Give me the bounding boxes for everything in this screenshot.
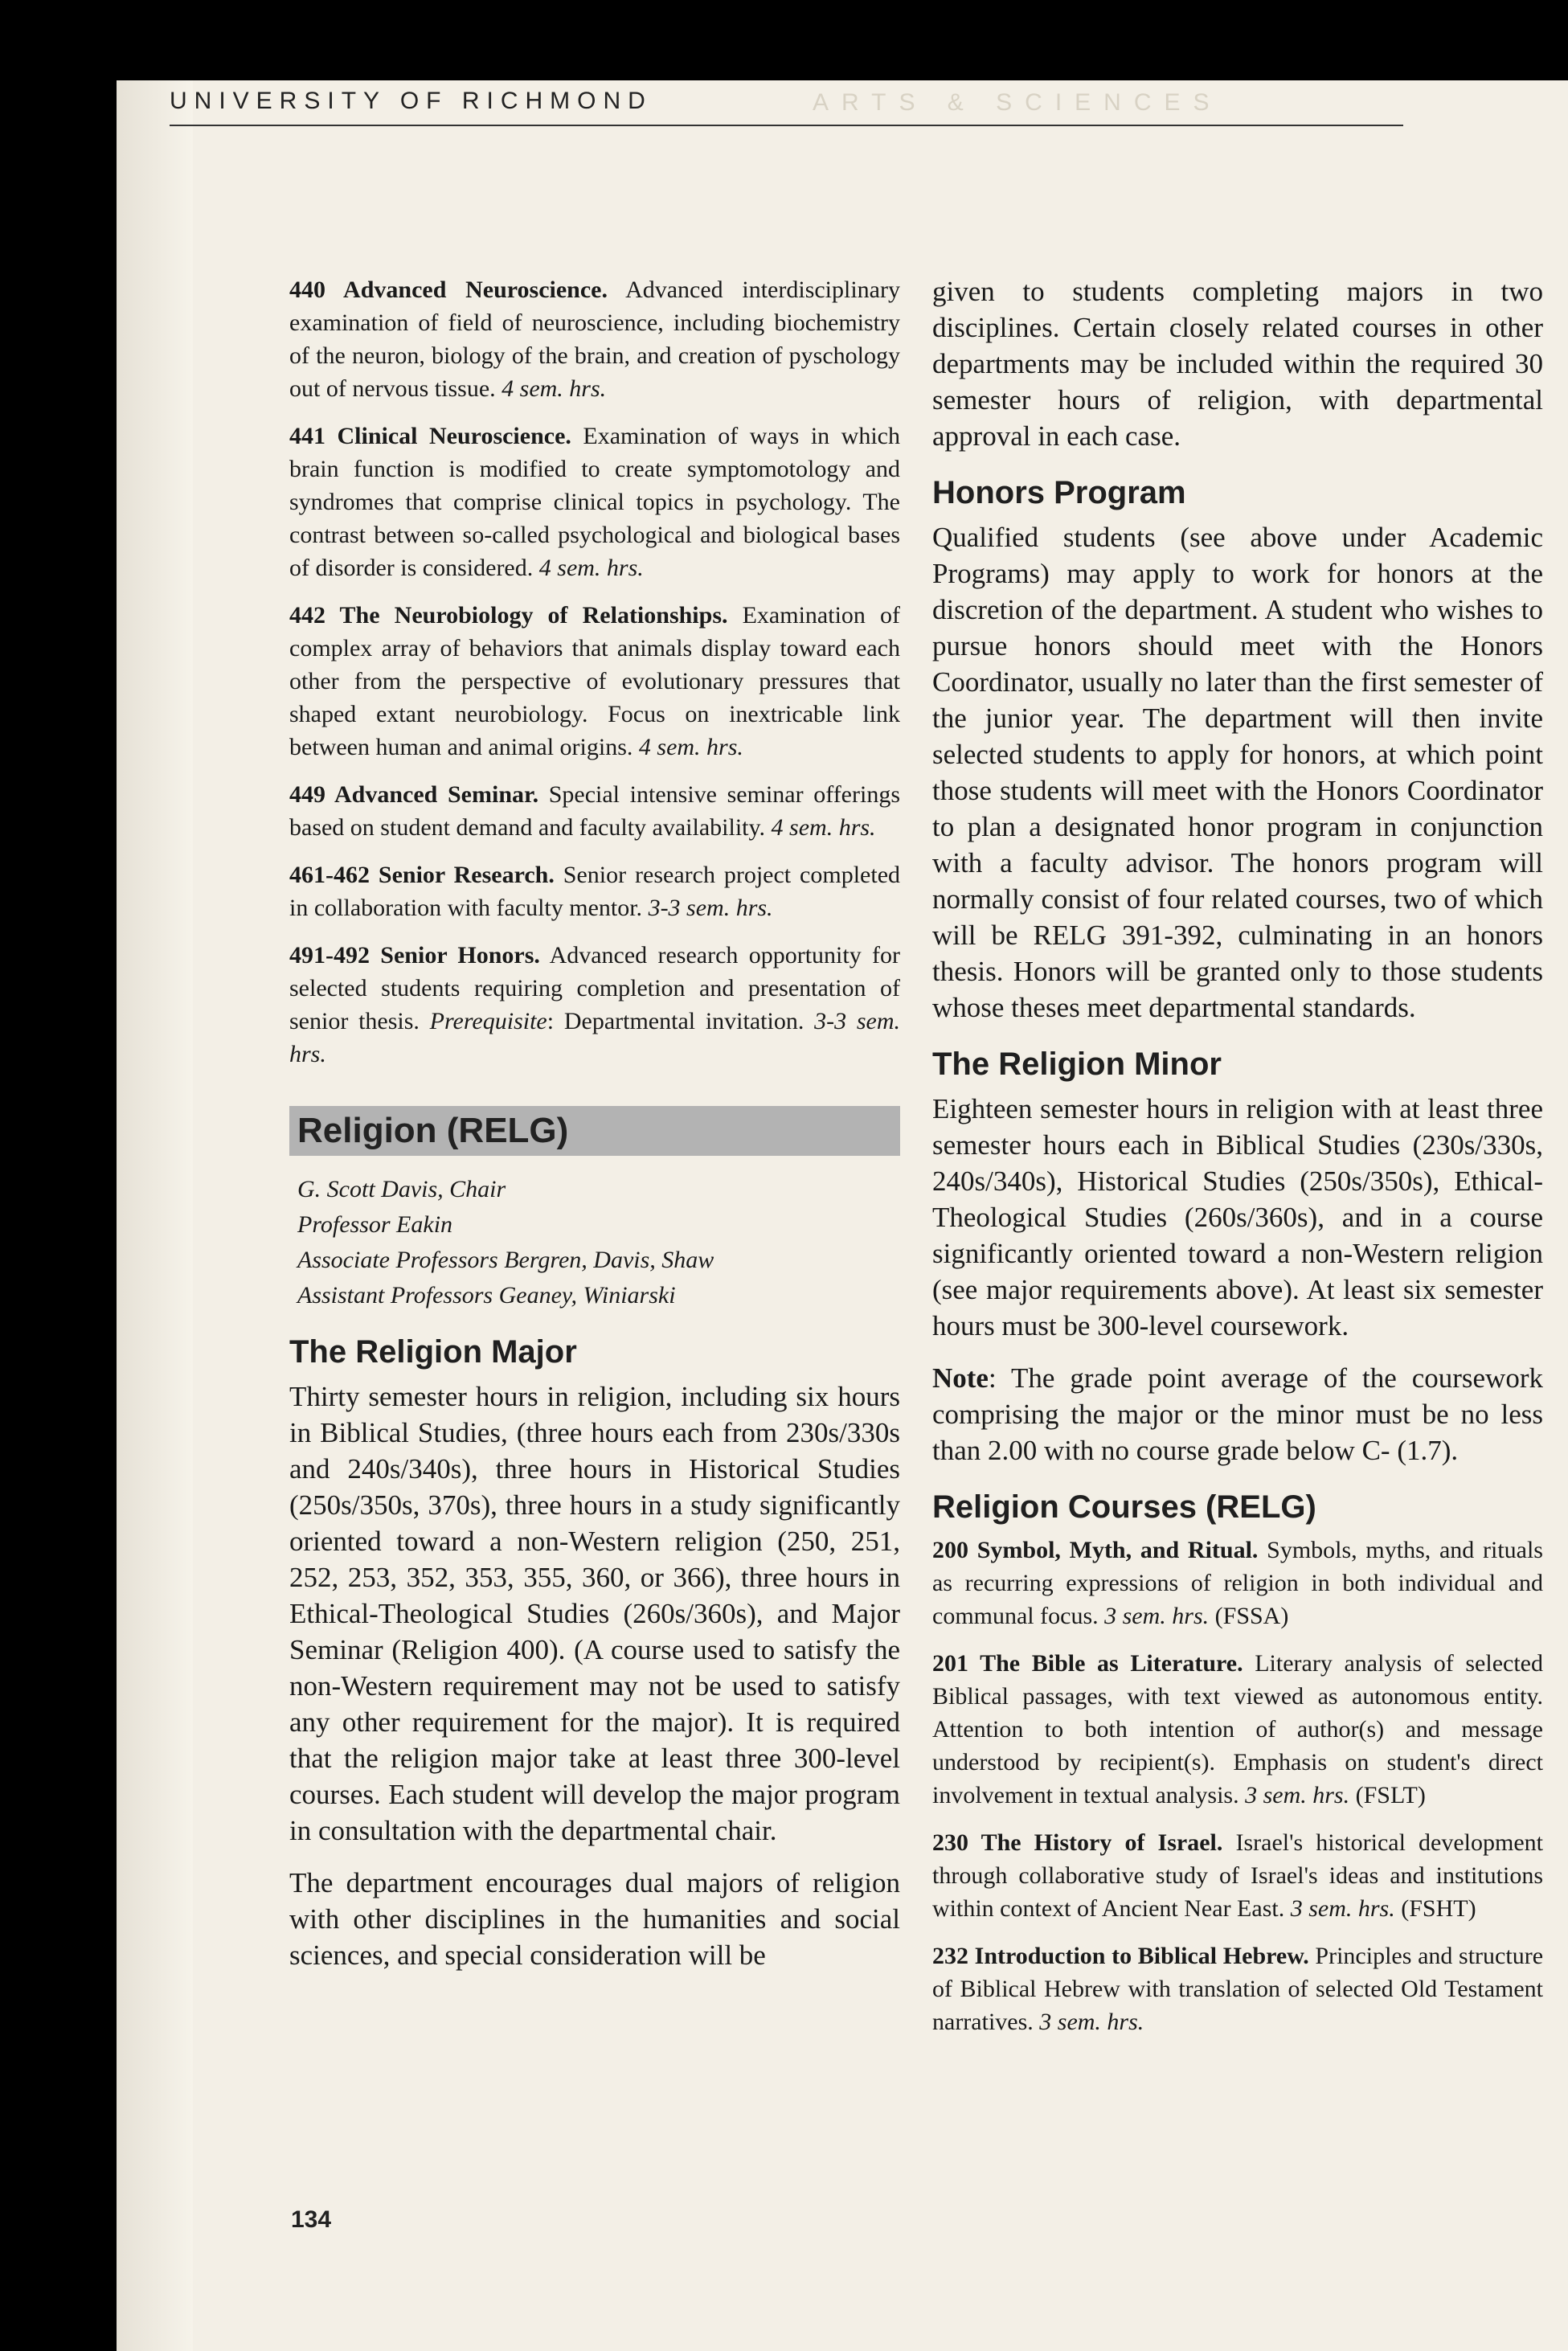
note-label: Note xyxy=(932,1362,989,1394)
courses-heading: Religion Courses (RELG) xyxy=(932,1489,1316,1525)
faculty-chair: G. Scott Davis, Chair xyxy=(297,1176,506,1202)
course-hours: 3-3 sem. hrs. xyxy=(648,895,773,921)
course-entry xyxy=(932,1939,1543,2038)
course-hours: 4 sem. hrs. xyxy=(771,814,876,841)
major-text: Thirty semester hours in religion, including six hours in Biblical Studies, (three hours each from 230s/330s and 240s/340s), three hours in Historical Studies (250s/350s, 370s), three hours in a study significantly oriented toward a non-Western religion (250, 251, 252, 253, 352, 353, 355, 360, or 366), three hours in Ethical-Theological Studies (260s/360s), and Major Seminar (Religion 400). (A course used to satisfy the non-Western requirement may not be used to satisfy any other requirement for the major). It is required that the religion major take at least three 300-level courses. Each student will develop the major program in consultation with the departmental chair. xyxy=(289,1381,900,1846)
course-title: 449 Advanced Seminar. xyxy=(289,781,539,808)
department-title: Religion (RELG) xyxy=(289,1106,900,1156)
course-description: Senior research project completed in collaboration with faculty mentor. xyxy=(289,862,901,921)
course-entry xyxy=(289,778,900,844)
course-title: 441 Clinical Neuroscience. xyxy=(289,423,571,449)
course-code: (FSSA) xyxy=(1214,1603,1289,1629)
course-description: Literary analysis of selected Biblical passages, with text viewed as autonomous entity. Attention to both intention of author(s) and message understood by recipient(s). Emphasis on student's direct involvement in textual analysis. xyxy=(932,1650,1543,1808)
prerequisite-label: Prerequisite xyxy=(429,1008,547,1034)
course-hours: 3 sem. hrs. xyxy=(1245,1782,1350,1808)
faculty-assistant: Assistant Professors Geaney, Winiarski xyxy=(297,1282,676,1309)
course-title: 491-492 Senior Honors. xyxy=(289,942,540,969)
course-title: 232 Introduction to Biblical Hebrew. xyxy=(932,1943,1309,1969)
course-description: Advanced research opportunity for selected students requiring completion and presentation of senior thesis. xyxy=(289,942,900,1034)
course-title: 230 The History of Israel. xyxy=(932,1829,1223,1856)
course-description: Special intensive seminar offerings based on student demand and faculty availability. xyxy=(289,781,900,841)
continuation-text: given to students completing majors in two disciplines. Certain closely related courses in other departments may be included within the required 30 semester hours of religion, with departmental approval in each case. xyxy=(932,276,1543,452)
course-title: 461-462 Senior Research. xyxy=(289,862,555,888)
course-title: 201 The Bible as Literature. xyxy=(932,1650,1243,1677)
honors-text: Qualified students (see above under Academic Programs) may apply to work for honors at the discretion of the department. A student who wishes to pursue honors should meet with the Honors Coordinator, usually no later than the first semester of the junior year. The department will then invite selected students to apply for honors, at which point those students will meet with the Honors Coordinator to plan a designated honor program in conjunction with a faculty advisor. The honors program will normally consist of four related courses, two of which will be RELG 391-392, culminating in an honors thesis. Honors will be granted only to those students whose theses meet departmental standards. xyxy=(932,522,1543,1023)
course-description: Advanced interdisciplinary examination of field of neuroscience, including biochemistry of the neuron, biology of the brain, and creation of pyschology out of nervous tissue. xyxy=(289,276,900,402)
course-hours: 4 sem. hrs. xyxy=(538,555,644,581)
minor-heading: The Religion Minor xyxy=(932,1046,1222,1082)
course-code: (FSLT) xyxy=(1355,1782,1426,1808)
course-title: 440 Advanced Neuroscience. xyxy=(289,276,608,303)
note-paragraph xyxy=(932,1360,1543,1468)
course-entry xyxy=(932,1826,1543,1925)
course-entry xyxy=(289,273,900,405)
minor-text: Eighteen semester hours in religion with at least three semester hours each in Biblical Studies (230s/330s, 240s/340s), Historical Studies (250s/350s), Ethical-Theological Studies (260s/360s), and in a course significantly oriented toward a non-Western religion (see major requirements above). At least six semester hours must be 300-level coursework. xyxy=(932,1093,1543,1341)
page-edge xyxy=(117,80,193,2351)
course-hours: 4 sem. hrs. xyxy=(502,375,607,402)
course-description: Principles and structure of Biblical Hebrew with translation of selected Old Testament narratives. xyxy=(932,1943,1544,2035)
prerequisite-text: : Departmental invitation. xyxy=(547,1008,804,1034)
header-title: UNIVERSITY OF RICHMOND xyxy=(170,88,653,114)
course-title: 442 The Neurobiology of Relationships. xyxy=(289,602,728,629)
course-entry xyxy=(289,858,900,924)
course-hours: 3 sem. hrs. xyxy=(1290,1895,1395,1922)
course-hours: 4 sem. hrs. xyxy=(638,734,743,760)
course-hours: 3 sem. hrs. xyxy=(1104,1603,1210,1629)
course-hours: 3-3 sem. hrs. xyxy=(289,1008,901,1067)
left-column xyxy=(289,273,900,1989)
faculty-professor: Professor Eakin xyxy=(297,1211,453,1238)
note-text: : The grade point average of the coursework comprising the major or the minor must be no less than 2.00 with no course grade below C- (1.7). xyxy=(932,1362,1543,1466)
course-code: (FSHT) xyxy=(1401,1895,1476,1922)
major-heading: The Religion Major xyxy=(289,1334,577,1370)
course-description: Israel's historical development through collaborative study of Israel's ideas and institutions within context of Ancient Near East. xyxy=(932,1829,1543,1922)
course-title: 200 Symbol, Myth, and Ritual. xyxy=(932,1537,1259,1563)
course-entry xyxy=(289,599,900,764)
bleed-through-text: ARTS & SCIENCES xyxy=(813,89,1222,116)
course-entry xyxy=(932,1534,1543,1632)
course-description: Examination of ways in which brain function is modified to create symptomotology and syndromes that comprise clinical topics in psychology. The contrast between so-called psychological and biological bases of disorder is considered. xyxy=(289,423,900,581)
running-header xyxy=(170,78,1403,126)
honors-heading: Honors Program xyxy=(932,475,1186,510)
course-hours: 3 sem. hrs. xyxy=(1039,2009,1144,2035)
course-entry xyxy=(289,939,900,1071)
course-entry xyxy=(932,1647,1543,1812)
faculty-list xyxy=(297,1172,900,1313)
dual-major-text: The department encourages dual majors of religion with other disciplines in the humanities and social sciences, and special consideration will be xyxy=(289,1867,900,1971)
faculty-associate: Associate Professors Bergren, Davis, Shaw xyxy=(297,1247,714,1273)
page-number: 134 xyxy=(291,2206,332,2233)
course-entry xyxy=(289,420,900,584)
course-description: Symbols, myths, and rituals as recurring expressions of religion in both individual and communal focus. xyxy=(932,1537,1543,1629)
right-column xyxy=(932,273,1543,2053)
course-description: Examination of complex array of behaviors that animals display toward each other from the perspective of evolutionary pressures that shaped extant neurobiology. Focus on inextricable link between human and animal origins. xyxy=(289,602,900,760)
